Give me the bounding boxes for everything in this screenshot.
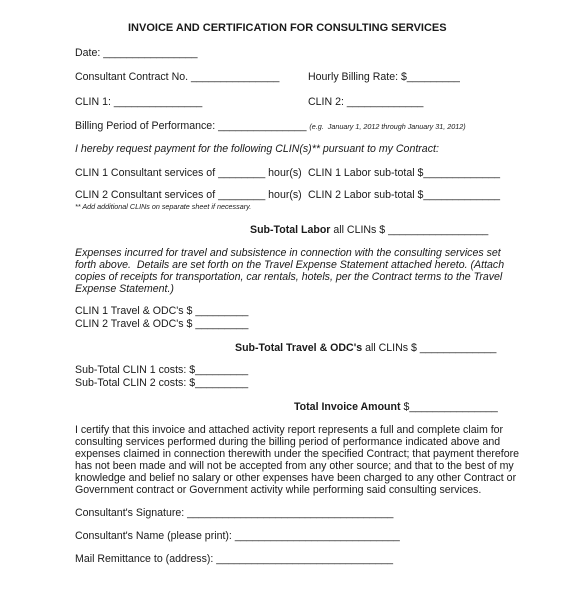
document-title: INVOICE AND CERTIFICATION FOR CONSULTING SERVICES: [128, 22, 447, 34]
billing-period-label: Billing Period of Performance: _______________: [75, 120, 310, 132]
consultant-signature-field: Consultant's Signature: ___________________________________: [75, 507, 394, 519]
certification-line-5: knowledge and belief no salary or other expenses have been charged to any other Contract or: [75, 472, 517, 484]
clin1-travel-field: CLIN 1 Travel & ODC's $ _________: [75, 305, 249, 317]
total-invoice-label: Total Invoice Amount: [294, 401, 401, 413]
clin1-labor-subtotal-field: CLIN 1 Labor sub-total $_____________: [308, 167, 501, 179]
clin2-travel-field: CLIN 2 Travel & ODC's $ _________: [75, 318, 249, 330]
clin2-labor-subtotal-field: CLIN 2 Labor sub-total $_____________: [308, 189, 501, 201]
expenses-paragraph-line-2: forth above. Details are set forth on the Travel Expense Statement attached hereto. (Attach: [75, 259, 505, 271]
certification-line-3: expenses claimed in connection therewith under the specified Contract; that payment therefore: [75, 448, 520, 460]
clin2-field: CLIN 2: _____________: [308, 96, 424, 108]
clin2-services-field: CLIN 2 Consultant services of ________ hour(s): [75, 189, 302, 201]
clin1-field: CLIN 1: _______________: [75, 96, 203, 108]
subtotal-labor-label: Sub-Total Labor: [250, 224, 331, 236]
consultant-name-field: Consultant's Name (please print): ____________________________: [75, 530, 400, 542]
additional-clins-note: ** Add additional CLINs on separate sheet if necessary.: [75, 202, 252, 211]
certification-line-4: has not been made and will not be accepted from any other source; and that to the best of my: [75, 460, 514, 472]
billing-period-field: [75, 120, 466, 132]
total-invoice-tail: $_______________: [400, 401, 498, 413]
subtotal-travel-field: [235, 342, 496, 354]
clin1-services-field: CLIN 1 Consultant services of ________ hour(s): [75, 167, 302, 179]
subtotal-clin2-costs-field: Sub-Total CLIN 2 costs: $_________: [75, 377, 249, 389]
subtotal-clin1-costs-field: Sub-Total CLIN 1 costs: $_________: [75, 364, 249, 376]
date-field: Date: ________________: [75, 47, 198, 59]
subtotal-labor-field: [250, 224, 488, 236]
subtotal-travel-label: Sub-Total Travel & ODC's: [235, 342, 363, 354]
payment-request-statement: I hereby request payment for the following CLIN(s)** pursuant to my Contract:: [75, 143, 439, 155]
certification-line-2: consulting services performed during the billing period of performance indicated above and: [75, 436, 501, 448]
subtotal-labor-tail: all CLINs $ _________________: [330, 224, 489, 236]
billing-period-example: (e.g. January 1, 2012 through January 31, 2012): [309, 122, 466, 131]
mail-remittance-field: Mail Remittance to (address): ______________________________: [75, 553, 394, 565]
total-invoice-amount-field: [294, 401, 498, 413]
certification-line-6: Government contract or Government activity while performing said consulting services.: [75, 484, 482, 496]
subtotal-travel-tail: all CLINs $ _____________: [362, 342, 497, 354]
certification-line-1: I certify that this invoice and attached activity report represents a full and complete claim for: [75, 424, 504, 436]
expenses-paragraph-line-1: Expenses incurred for travel and subsistence in connection with the consulting services set: [75, 247, 501, 259]
hourly-billing-rate-field: Hourly Billing Rate: $_________: [308, 71, 460, 83]
consultant-contract-field: Consultant Contract No. _______________: [75, 71, 280, 83]
expenses-paragraph-line-4: Expense Statement.): [75, 283, 174, 295]
expenses-paragraph-line-3: copies of receipts for transportation, car rentals, hotels, per the Contract terms to the Travel: [75, 271, 503, 283]
